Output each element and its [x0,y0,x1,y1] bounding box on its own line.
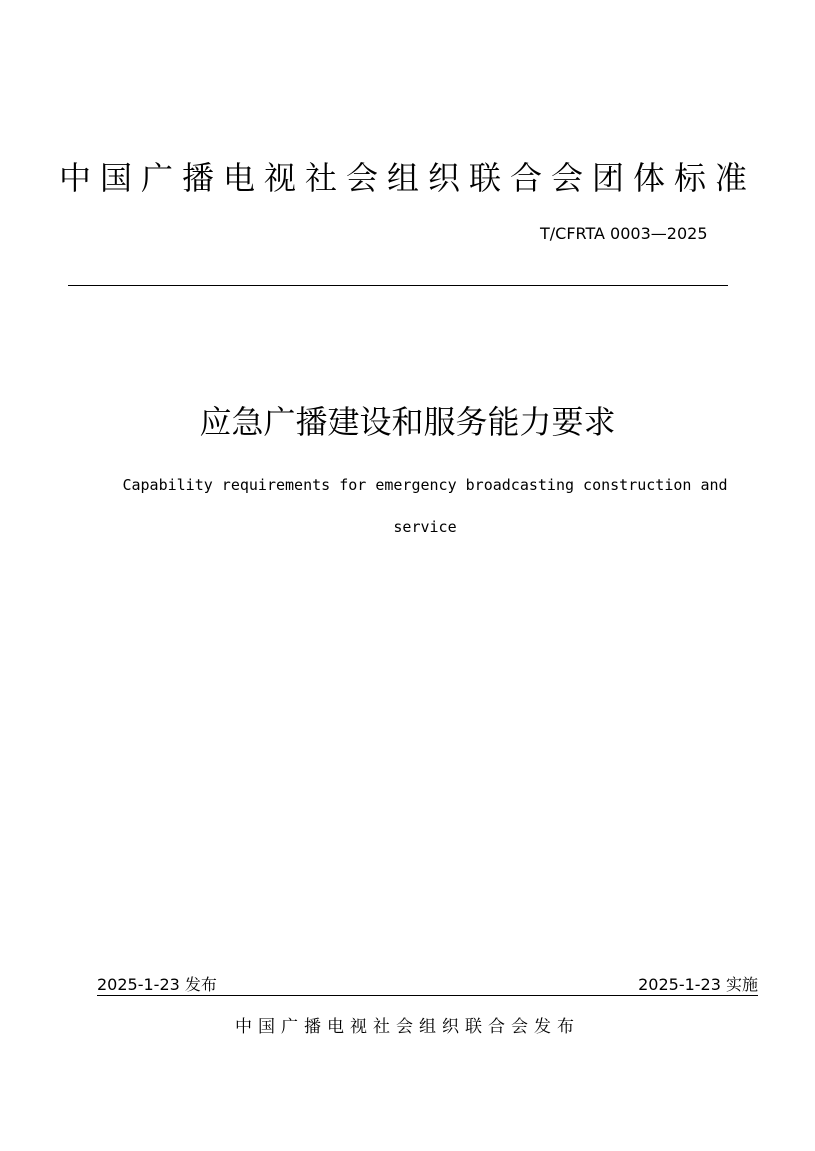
footer-divider [97,995,758,996]
publisher-name: 中国广播电视社会组织联合会发布 [235,1017,580,1037]
organization-standard-title: 中国广播电视社会组织联合会团体标准 [58,159,756,197]
implement-date: 2025-1-23 实施 [638,975,758,994]
document-title-zh: 应急广播建设和服务能力要求 [199,403,616,441]
standard-number: T/CFRTA 0003—2025 [540,224,708,243]
document-title-en: Capability requirements for emergency broadcasting construction and service [122,476,728,536]
publish-date: 2025-1-23 发布 [97,975,217,994]
header-divider [68,285,728,286]
